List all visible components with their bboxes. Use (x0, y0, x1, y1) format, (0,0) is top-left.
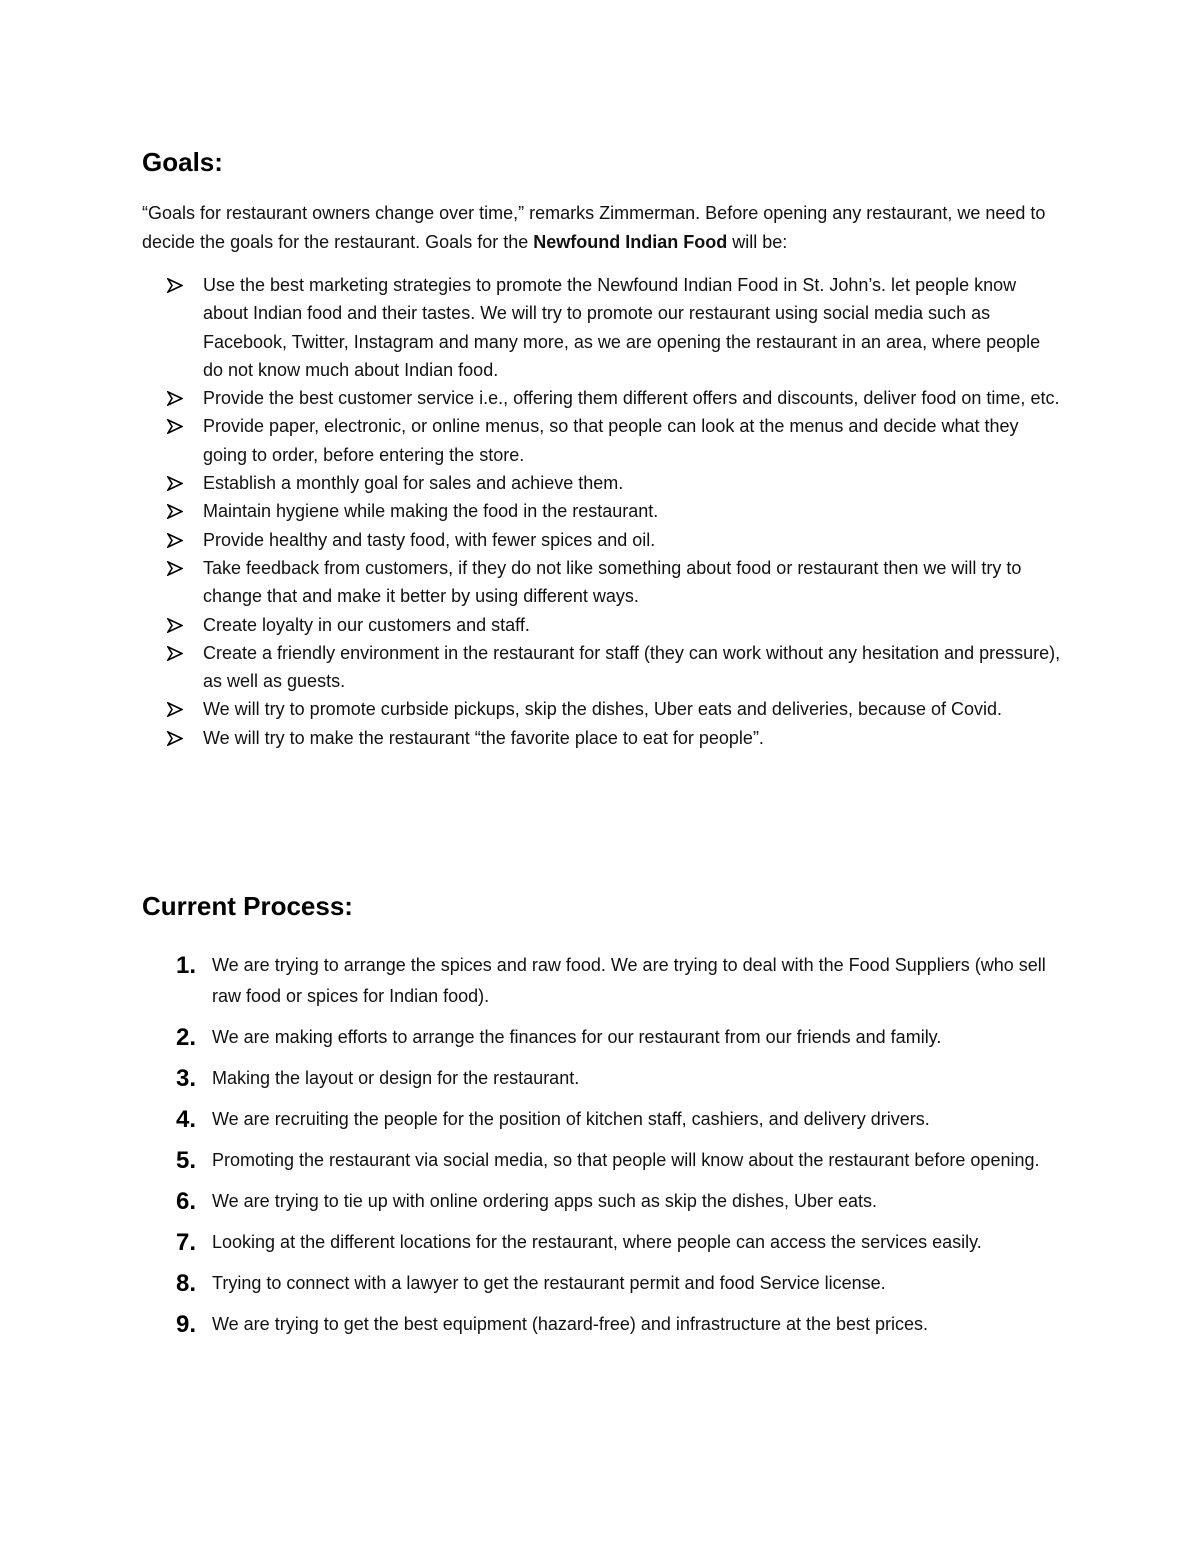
step-number: 1. (176, 952, 197, 979)
goal-item-text: Create loyalty in our customers and staff. (203, 614, 530, 635)
goal-list-item (142, 724, 1062, 752)
process-step (142, 1104, 1062, 1135)
goal-item-text: Take feedback from customers, if they do not like something about food or restaurant then we will try to change that and make it better by using different ways. (203, 557, 1022, 607)
goal-list-item (142, 611, 1062, 639)
goal-list-item (142, 384, 1062, 412)
arrowhead-bullet-icon (167, 639, 187, 667)
step-text: Promoting the restaurant via social media, so that people will know about the restaurant before opening. (212, 1150, 1040, 1170)
goals-intro-end: will be: (727, 231, 788, 252)
goal-item-text: Use the best marketing strategies to promote the Newfound Indian Food in St. John’s. let people know about Indian food and their tastes. We will try to promote our restaurant using social media such as Facebook, Twitter, Instagram and many more, as we are opening the restaurant in an area, where people do not know much about Indian food. (203, 275, 1041, 380)
arrowhead-bullet-icon (167, 611, 187, 639)
step-text: We are trying to arrange the spices and raw food. We are trying to deal with the Food Suppliers (who sell raw food or spices for Indian food). (212, 955, 1046, 1006)
arrowhead-bullet-icon (167, 724, 187, 752)
arrowhead-bullet-icon (167, 497, 187, 525)
step-text: Trying to connect with a lawyer to get the restaurant permit and food Service license. (212, 1273, 886, 1293)
goal-item-text: We will try to make the restaurant “the favorite place to eat for people”. (203, 727, 764, 748)
goal-item-text: Maintain hygiene while making the food in the restaurant. (203, 501, 659, 522)
goals-heading: Goals: (142, 147, 223, 177)
process-step (142, 1309, 1062, 1340)
goal-list-item (142, 695, 1062, 723)
process-step (142, 1022, 1062, 1053)
step-text: We are recruiting the people for the position of kitchen staff, cashiers, and delivery drivers. (212, 1109, 930, 1129)
step-text: We are trying to get the best equipment (hazard-free) and infrastructure at the best prices. (212, 1314, 929, 1334)
step-text: Looking at the different locations for the restaurant, where people can access the services easily. (212, 1232, 982, 1252)
current-process-heading: Current Process: (142, 891, 353, 921)
goal-item-text: Establish a monthly goal for sales and achieve them. (203, 473, 624, 494)
step-number: 5. (176, 1147, 197, 1174)
goal-list-item (142, 271, 1062, 384)
step-number: 4. (176, 1106, 197, 1133)
arrowhead-bullet-icon (167, 469, 187, 497)
current-process-list (142, 950, 1062, 1350)
step-text: Making the layout or design for the restaurant. (212, 1068, 580, 1088)
step-number: 7. (176, 1229, 197, 1256)
goal-list-item (142, 497, 1062, 525)
goals-list (142, 271, 1062, 752)
arrowhead-bullet-icon (167, 384, 187, 412)
step-number: 3. (176, 1065, 197, 1092)
arrowhead-bullet-icon (167, 695, 187, 723)
step-text: We are making efforts to arrange the finances for our restaurant from our friends and family. (212, 1027, 942, 1047)
step-text: We are trying to tie up with online ordering apps such as skip the dishes, Uber eats. (212, 1191, 878, 1211)
restaurant-name: Newfound Indian Food (533, 231, 728, 252)
process-step (142, 1227, 1062, 1258)
goal-list-item (142, 469, 1062, 497)
process-step (142, 1186, 1062, 1217)
step-number: 6. (176, 1188, 197, 1215)
goal-list-item (142, 639, 1062, 696)
goals-intro-paragraph (142, 199, 1062, 256)
goal-item-text: Create a friendly environment in the restaurant for staff (they can work without any hesitation and pressure), as well as guests. (203, 642, 1061, 692)
goal-item-text: Provide the best customer service i.e., offering them different offers and discounts, deliver food on time, etc. (203, 388, 1060, 409)
arrowhead-bullet-icon (167, 412, 187, 440)
step-number: 2. (176, 1024, 197, 1051)
goal-list-item (142, 526, 1062, 554)
goals-intro-text: “Goals for restaurant owners change over time,” remarks Zimmerman. Before opening any restaurant, we need to decide the goals for the restaurant. Goals for the (142, 203, 1046, 252)
process-step (142, 1063, 1062, 1094)
step-number: 9. (176, 1311, 197, 1338)
goal-list-item (142, 412, 1062, 469)
arrowhead-bullet-icon (167, 271, 187, 299)
goal-item-text: Provide healthy and tasty food, with fewer spices and oil. (203, 529, 656, 550)
step-number: 8. (176, 1270, 197, 1297)
process-step (142, 950, 1062, 1012)
arrowhead-bullet-icon (167, 554, 187, 582)
process-step (142, 1145, 1062, 1176)
goal-item-text: We will try to promote curbside pickups, skip the dishes, Uber eats and deliveries, because of Covid. (203, 699, 1003, 720)
process-step (142, 1268, 1062, 1299)
goal-list-item (142, 554, 1062, 611)
goal-item-text: Provide paper, electronic, or online menus, so that people can look at the menus and decide what they going to order, before entering the store. (203, 416, 1019, 465)
arrowhead-bullet-icon (167, 526, 187, 554)
